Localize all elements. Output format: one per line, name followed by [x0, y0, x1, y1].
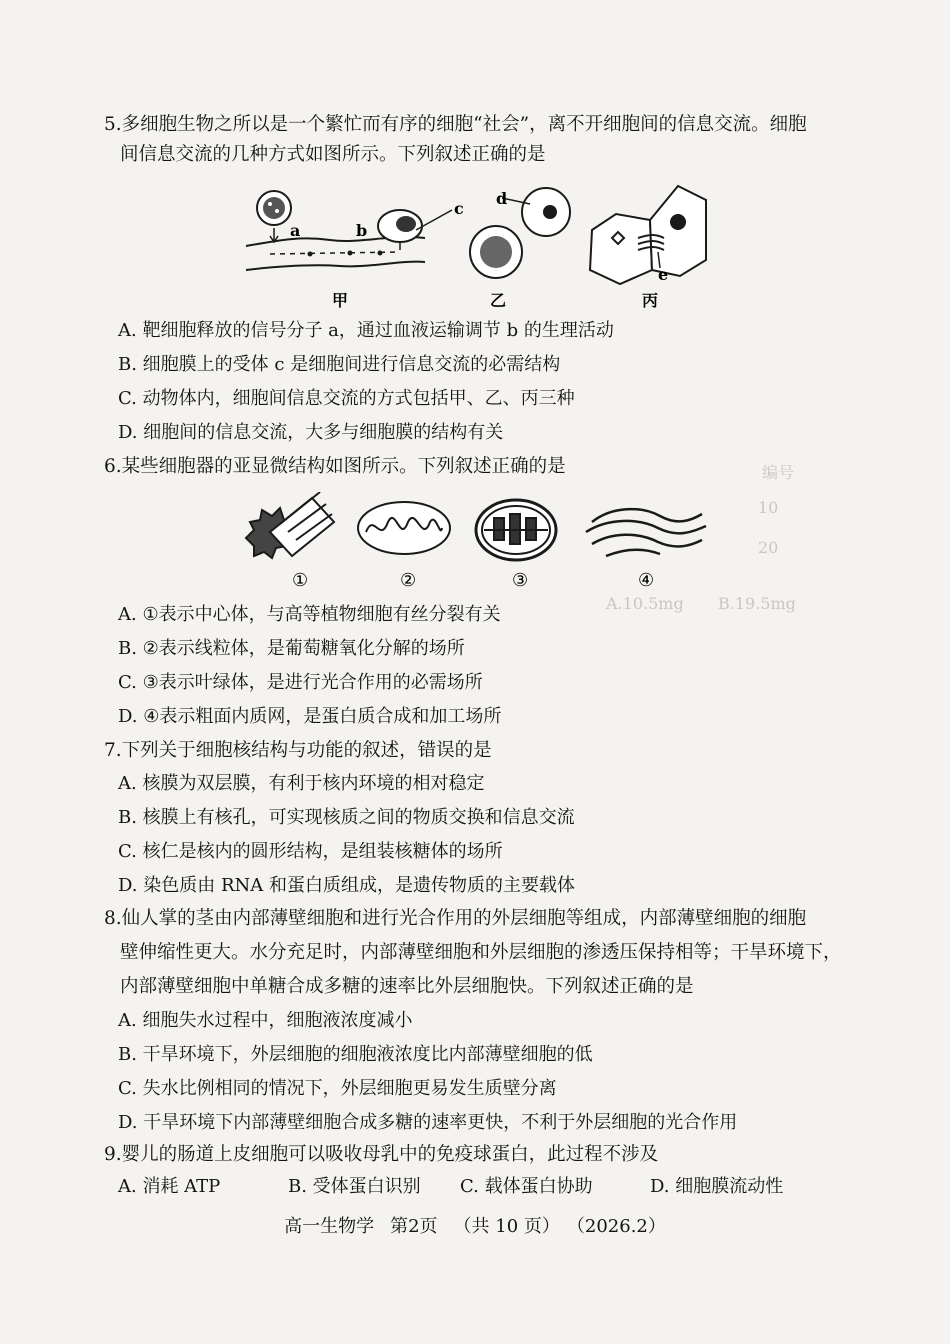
q8-option-d: D. 干旱环境下内部薄壁细胞合成多糖的速率更快，不利于外层细胞的光合作用	[118, 1112, 738, 1133]
q7-option-c: C. 核仁是核内的圆形结构，是组装核糖体的场所	[118, 841, 503, 862]
fig-caption-jia: 甲	[332, 291, 349, 310]
show-through-text: 10	[758, 498, 779, 517]
q7-option-a: A. 核膜为双层膜，有利于核内环境的相对稳定	[118, 773, 485, 794]
q8-stem-line2: 壁伸缩性更大。水分充足时，内部薄壁细胞和外层细胞的渗透压保持相等；干旱环境下，	[120, 942, 842, 963]
show-through-text: A.10.5mg	[606, 594, 684, 613]
q6-option-a: A. ①表示中心体，与高等植物细胞有丝分裂有关	[118, 604, 501, 625]
q5-stem-line2: 间信息交流的几种方式如图所示。下列叙述正确的是	[120, 144, 546, 165]
q5-option-c: C. 动物体内，细胞间信息交流的方式包括甲、乙、丙三种	[118, 388, 575, 409]
q8-option-b: B. 干旱环境下，外层细胞的细胞液浓度比内部薄壁细胞的低	[118, 1044, 593, 1065]
organelle-chloroplast	[476, 500, 556, 560]
q9-option-b: B. 受体蛋白识别	[288, 1176, 421, 1197]
organelle-centrosome	[246, 492, 334, 558]
q5-option-a: A. 靶细胞释放的信号分子 a，通过血液运输调节 b 的生理活动	[118, 320, 614, 341]
q6-figure	[240, 492, 720, 592]
footer-date: （2026.2）	[575, 1216, 666, 1237]
fig-label-a: a	[290, 221, 301, 240]
q9-stem: 9.婴儿的肠道上皮细胞可以吸收母乳中的免疫球蛋白，此过程不涉及	[104, 1144, 659, 1165]
q7-stem: 7.下列关于细胞核结构与功能的叙述，错误的是	[104, 740, 492, 761]
q7-option-b: B. 核膜上有核孔，可实现核质之间的物质交换和信息交流	[118, 807, 575, 828]
q5-option-d: D. 细胞间的信息交流，大多与细胞膜的结构有关	[118, 422, 504, 443]
footer-subject: 高一生物学	[284, 1216, 375, 1237]
figure-jia	[246, 191, 425, 270]
organelle-rough-er	[586, 509, 706, 556]
page-footer	[0, 1212, 950, 1238]
footer-total: （共 10 页）	[453, 1216, 560, 1237]
footer-page: 第2页	[390, 1216, 438, 1237]
q6-option-d: D. ④表示粗面内质网，是蛋白质合成和加工场所	[118, 706, 502, 727]
fig-caption-2: ②	[400, 570, 417, 591]
fig-caption-yi: 乙	[490, 291, 507, 310]
q6-option-b: B. ②表示线粒体，是葡萄糖氧化分解的场所	[118, 638, 465, 659]
q8-option-a: A. 细胞失水过程中，细胞液浓度减小	[118, 1010, 413, 1031]
figure-yi	[470, 188, 570, 278]
fig-caption-3: ③	[512, 570, 529, 591]
q5-option-b: B. 细胞膜上的受体 c 是细胞间进行信息交流的必需结构	[118, 354, 561, 375]
figure-bing	[590, 186, 706, 284]
fig-label-b: b	[356, 221, 368, 240]
q9-option-a: A. 消耗 ATP	[118, 1176, 221, 1197]
q7-option-d: D. 染色质由 RNA 和蛋白质组成，是遗传物质的主要载体	[118, 875, 575, 896]
show-through-text: 20	[758, 538, 779, 557]
q8-stem-line1: 8.仙人掌的茎由内部薄壁细胞和进行光合作用的外层细胞等组成，内部薄壁细胞的细胞	[104, 908, 807, 929]
fig-label-e: e	[658, 265, 669, 284]
organelle-mitochondrion	[358, 502, 450, 554]
q6-stem: 6.某些细胞器的亚显微结构如图所示。下列叙述正确的是	[104, 456, 566, 477]
q5-stem-line1: 5.多细胞生物之所以是一个繁忙而有序的细胞“社会”，离不开细胞间的信息交流。细胞	[104, 114, 807, 135]
fig-caption-bing: 丙	[642, 291, 659, 310]
q8-option-c: C. 失水比例相同的情况下，外层细胞更易发生质壁分离	[118, 1078, 557, 1099]
fig-label-d: d	[496, 189, 508, 208]
show-through-text: B.19.5mg	[718, 594, 796, 613]
q9-option-c: C. 载体蛋白协助	[460, 1176, 593, 1197]
fig-label-c: c	[454, 199, 464, 218]
q9-options	[118, 1170, 783, 1204]
q9-option-d: D. 细胞膜流动性	[650, 1176, 784, 1197]
q5-figure	[240, 180, 710, 320]
show-through-text: 编号	[762, 463, 795, 482]
fig-caption-4: ④	[638, 570, 655, 591]
fig-caption-1: ①	[292, 570, 309, 591]
q8-stem-line3: 内部薄壁细胞中单糖合成多糖的速率比外层细胞快。下列叙述正确的是	[120, 976, 694, 997]
q6-option-c: C. ③表示叶绿体，是进行光合作用的必需场所	[118, 672, 483, 693]
